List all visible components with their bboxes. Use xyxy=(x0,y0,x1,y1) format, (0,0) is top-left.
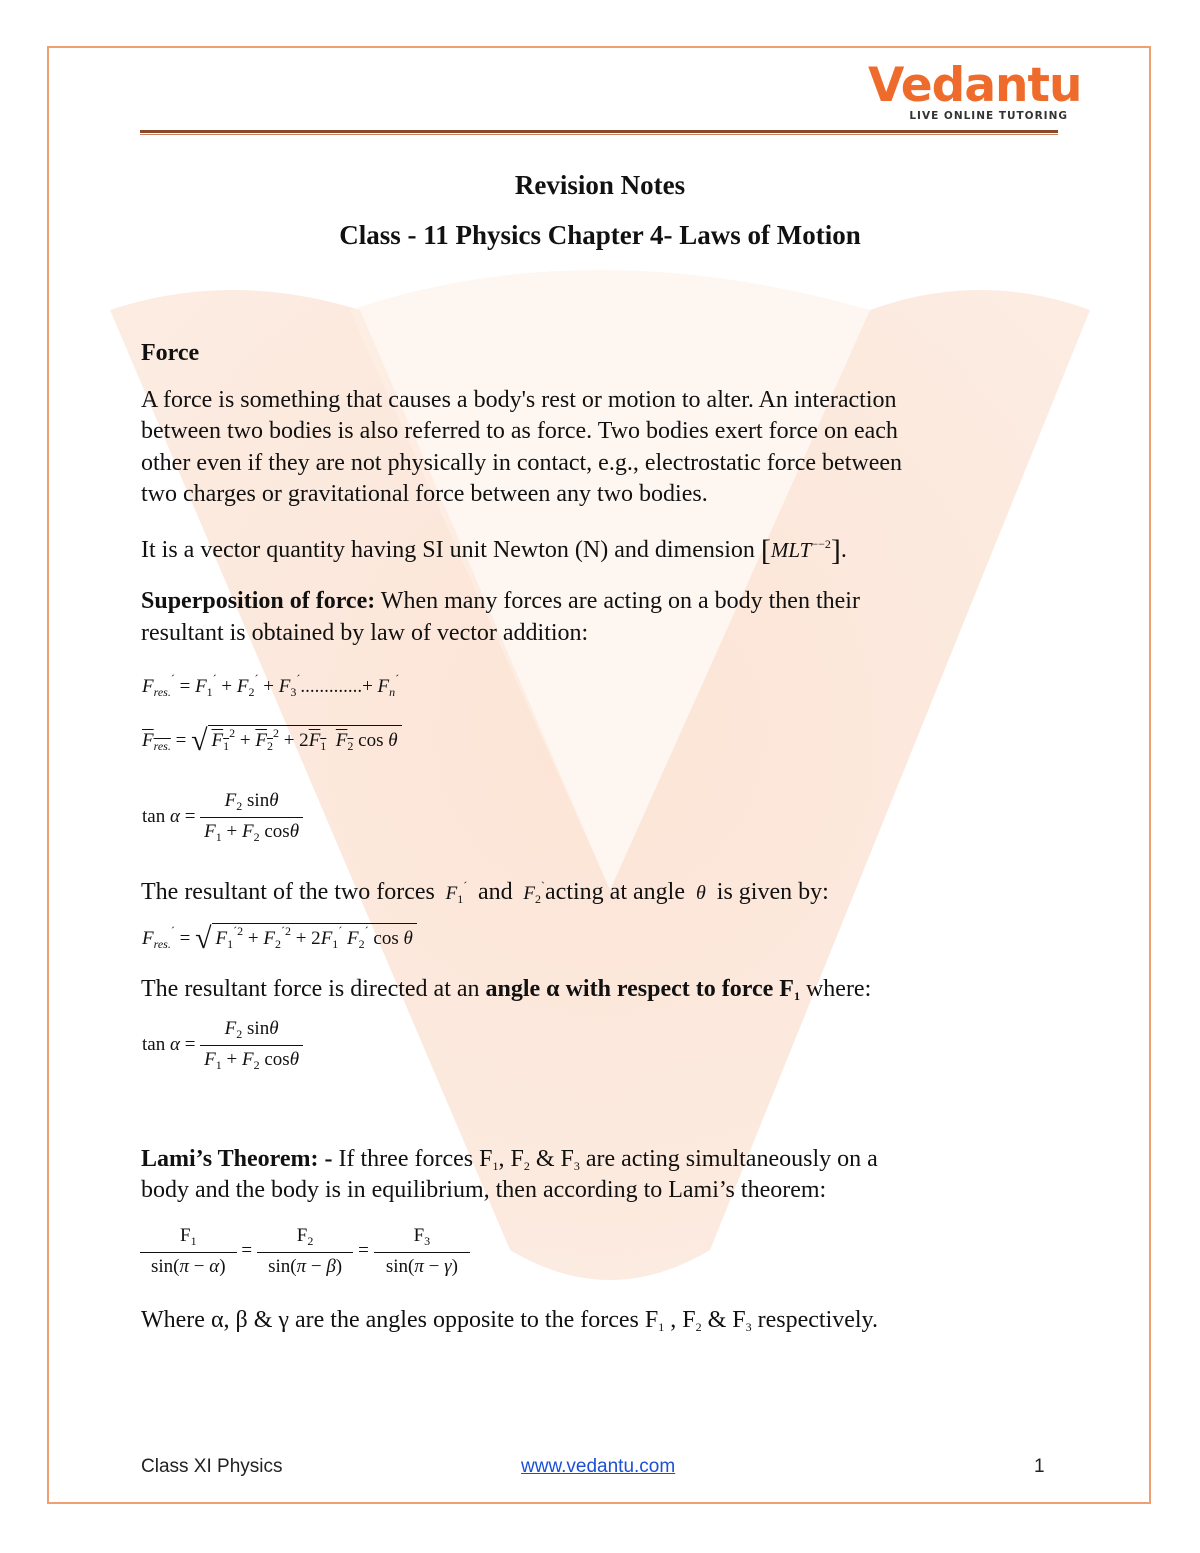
equation-tan-alpha-2: tan α = $\frac{F_2 \sin\theta}{F_1 + F_2 \cos\theta}$ xyxy=(142,1018,303,1073)
given-text: is given by: xyxy=(716,879,829,905)
direction-sub: 1 xyxy=(793,989,800,1003)
footer-page-number: 1 xyxy=(1034,1456,1045,1477)
section-heading-force: Force xyxy=(141,340,200,366)
where-text: Where α, β & γ are the angles opposite to the forces F xyxy=(141,1307,659,1333)
resultant-two-forces-para: The resultant of the two forces $F_1^´$ and $F_2^`acting$ at angle θ is given by: xyxy=(141,879,829,906)
equation-resultant-magnitude: $F_{res.}$ = √ $F_1^2 + F_2^2 + 2F_1$ $F_2$ cos θ xyxy=(142,724,402,758)
superposition-text1: When many forces are acting on a body then their xyxy=(380,588,860,614)
force-vector-text: It is a vector quantity having SI unit Newton (N) and dimension xyxy=(141,537,755,563)
force-para-line4: two charges or gravitational force between any two bodies. xyxy=(141,481,708,507)
superposition-label: Superposition of force: xyxy=(141,588,376,614)
force-para-line1: A force is something that causes a body's rest or motion to alter. An interaction xyxy=(141,387,897,413)
lami-amp: & F xyxy=(535,1146,574,1172)
acting-text: acting at angle xyxy=(545,879,685,905)
lami-where-para: Where α, β & γ are the angles opposite to the forces F1 , F2 & F3 respectively. xyxy=(141,1307,878,1334)
direction-bold: angle α with respect to force F xyxy=(485,976,794,1002)
lami-para-line1: Lami’s Theorem: - If three forces F1, F2 & F3 are acting simultaneously on a xyxy=(141,1146,878,1173)
vedantu-logo xyxy=(868,58,1082,126)
where-sep1: , F xyxy=(670,1307,696,1333)
header-divider-thin xyxy=(140,134,1058,135)
logo-tagline: LIVE ONLINE TUTORING xyxy=(909,110,1068,122)
dimension-formula: MLT xyxy=(770,538,812,562)
logo-wordmark: Vedantu xyxy=(868,58,1082,113)
dimension-power: −−2 xyxy=(811,537,831,551)
direction-para xyxy=(141,974,871,1013)
footer-website-link[interactable]: www.vedantu.com xyxy=(521,1456,676,1477)
footer-class-label: Class XI Physics xyxy=(141,1456,283,1477)
lami-text2: are acting simultaneously on a xyxy=(585,1146,878,1172)
lami-comma: , F xyxy=(498,1146,524,1172)
where-end: respectively. xyxy=(757,1307,878,1333)
equation-tan-alpha-1: tan α = $\frac{F_2 \sin\theta}{F_1 + F_2 \cos\theta}$ xyxy=(142,790,303,845)
direction-text2: where: xyxy=(805,976,872,1002)
header-divider xyxy=(140,130,1058,133)
and-text: and xyxy=(478,879,513,905)
resultant-text: The resultant of the two forces xyxy=(141,879,435,905)
lami-para-line2: body and the body is in equilibrium, then according to Lami’s theorem: xyxy=(141,1177,827,1203)
equation-lami: $\frac{F_1}{\sin(\pi - \alpha)}$ = $\frac{F_2}{\sin(\pi - \beta)}$ = $\frac{F_3}{\sin(\pi - \gamma)}$ xyxy=(140,1225,470,1278)
superposition-para-line1 xyxy=(141,586,860,618)
force-para-line2: between two bodies is also referred to as force. Two bodies exert force on each xyxy=(141,418,898,444)
where-sep2: & F xyxy=(707,1307,746,1333)
equation-resultant-two-forces: $F_{res.}^´$ = √ $F_1^{´2} + F_2^{´2} + 2F_1^´$ $F_2^´$ cos θ xyxy=(142,922,417,956)
direction-text1: The resultant force is directed at an xyxy=(141,976,480,1002)
equation-vector-sum: $F_{res.}^´ = F_1^´ + F_2^´ + F_3^´.............+ F_n^´$ xyxy=(142,672,400,699)
superposition-para-line2: resultant is obtained by law of vector addition: xyxy=(141,620,589,646)
lami-label: Lami’s Theorem: - xyxy=(141,1146,333,1172)
page-title: Revision Notes xyxy=(514,170,686,200)
force-para-line3: other even if they are not physically in contact, e.g., electrostatic force between xyxy=(141,450,903,476)
lami-text1: If three forces F xyxy=(338,1146,493,1172)
page-subtitle: Class - 11 Physics Chapter 4- Laws of Motion xyxy=(339,220,861,250)
force-vector-para: It is a vector quantity having SI unit Newton (N) and dimension $[MLT^{--2}]$. xyxy=(141,534,847,567)
